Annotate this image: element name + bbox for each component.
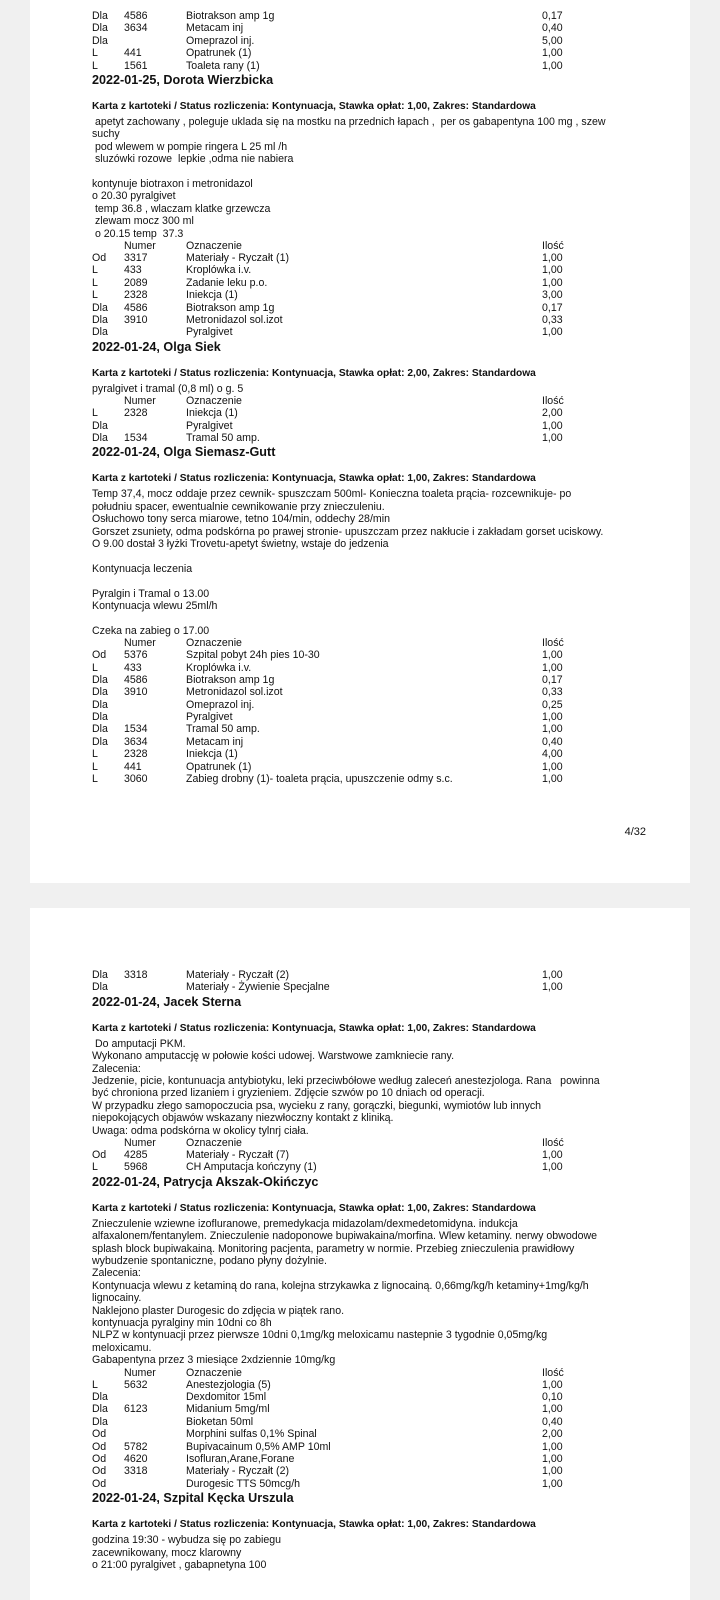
cell-qty: 5,00 <box>542 34 563 47</box>
note-line: O 9.00 dostał 3 łyżki Trovetu-apetyt świetny, wstaje do jedzenia <box>92 537 389 550</box>
column-header-name: Oznaczenie <box>186 637 242 650</box>
table-row <box>92 1391 662 1403</box>
cell-typ: Od <box>92 1465 107 1478</box>
cell-name: Zabieg drobny (1)- toaleta prącia, upuszczenie odmy s.c. <box>186 773 453 786</box>
cell-num: 5376 <box>124 649 148 662</box>
cell-typ: Od <box>92 252 107 264</box>
cell-typ: Dla <box>92 10 108 22</box>
cell-typ: Dla <box>92 301 108 314</box>
note-line: Kontynuacja wlewu 25ml/h <box>92 599 218 612</box>
note-line: być chroniona przed lizaniem i gryzieniem. Zdjęcie szwów po 10 dniach od operacji. <box>92 1087 485 1100</box>
cell-qty: 0,25 <box>542 698 563 711</box>
note-line: suchy <box>92 128 120 141</box>
table-row <box>92 1379 662 1391</box>
cell-name: Tramal 50 amp. <box>186 723 260 736</box>
note-line: o 21:00 pyralgivet , gabapnetyna 100 <box>92 1559 267 1572</box>
cell-name: Metacam inj <box>186 22 244 35</box>
cell-typ: Od <box>92 1149 107 1162</box>
cell-num: 2328 <box>124 289 148 302</box>
cell-typ: Dla <box>92 686 108 699</box>
cell-name: Materiały - Ryczałt (7) <box>186 1149 290 1162</box>
cell-qty: 1,00 <box>542 981 563 994</box>
cell-qty: 1,00 <box>542 1477 563 1490</box>
cell-qty: 1,00 <box>542 1440 563 1453</box>
table-row <box>92 407 662 419</box>
cell-name: Isofluran,Arane,Forane <box>186 1453 295 1466</box>
table-row <box>92 981 662 993</box>
cell-typ: Od <box>92 1453 107 1466</box>
cell-num: 3060 <box>124 773 148 786</box>
cell-name: Iniekcja (1) <box>186 407 238 420</box>
note-line: Znieczulenie wziewne izofluranowe, premedykacja midazolam/dexmedetomidyna. indukcja <box>92 1217 518 1230</box>
cell-typ: Dla <box>92 1391 108 1404</box>
cell-num: 5632 <box>124 1378 148 1391</box>
entry-heading: 2022-01-25, Dorota Wierzbicka <box>92 72 274 87</box>
cell-qty: 1,00 <box>542 1453 563 1466</box>
cell-num: 3318 <box>124 1465 148 1478</box>
cell-qty: 1,00 <box>542 969 563 981</box>
table-row <box>92 10 662 22</box>
cell-num: 3318 <box>124 969 148 981</box>
note-line: Czeka na zabieg o 17.00 <box>92 624 210 637</box>
cell-qty: 0,17 <box>542 301 563 314</box>
cell-qty: 1,00 <box>542 723 563 736</box>
note-line: alfaxalonem/fentanylem. Znieczulenie nadoponowe bupiwakaina/morfina. Wlew ketaminy. nerwy obwodowe <box>92 1230 598 1243</box>
cell-name: Toaleta rany (1) <box>186 59 260 72</box>
cell-num: 3910 <box>124 686 148 699</box>
cell-qty: 1,00 <box>542 711 563 724</box>
cell-num: 6123 <box>124 1403 148 1416</box>
table-row <box>92 314 662 326</box>
cell-qty: 3,00 <box>542 289 563 302</box>
note-line: południu spacer, ewentualnie cewnikowanie przy znieczuleniu. <box>92 500 385 513</box>
cell-typ: L <box>92 1161 98 1174</box>
cell-num: 5968 <box>124 1161 148 1174</box>
cell-num: 1534 <box>124 431 148 444</box>
table-row <box>92 1478 662 1490</box>
cell-qty: 1,00 <box>542 276 563 289</box>
table-row <box>92 674 662 686</box>
table-row <box>92 1465 662 1477</box>
note-line: Temp 37,4, mocz oddaje przez cewnik- spuszczam 500ml- Konieczna toaleta prącia- rozcewnikuje- po <box>92 488 572 501</box>
cell-name: Szpital pobyt 24h pies 10-30 <box>186 649 320 662</box>
cell-num: 433 <box>124 264 142 277</box>
cell-qty: 0,40 <box>542 735 563 748</box>
column-header-num: Numer <box>124 240 156 252</box>
table-row <box>92 723 662 735</box>
cell-typ: Dla <box>92 1403 108 1416</box>
billing-status-line: Karta z kartoteki / Status rozliczenia: Kontynuacja, Stawka opłat: 1,00, Zakres: Standardowa <box>92 100 536 112</box>
cell-typ: Dla <box>92 431 108 444</box>
cell-typ: Dla <box>92 981 108 994</box>
table-row <box>92 289 662 301</box>
cell-num: 2089 <box>124 276 148 289</box>
note-line: Gabapentyna przez 3 miesiące 2xdziennie 10mg/kg <box>92 1354 336 1367</box>
cell-num: 3910 <box>124 313 148 326</box>
column-header-qty: Ilość <box>542 1366 564 1379</box>
note-line: Wykonano amputaccję w połowie kości udowej. Warstwowe zamkniecie rany. <box>92 1050 455 1063</box>
cell-name: Opatrunek (1) <box>186 47 252 60</box>
cell-num: 4586 <box>124 673 148 686</box>
cell-name: Durogesic TTS 50mcg/h <box>186 1477 301 1490</box>
cell-qty: 0,33 <box>542 686 563 699</box>
cell-qty: 1,00 <box>542 773 563 786</box>
note-line: zlewam mocz 300 ml <box>92 215 194 228</box>
billing-status-line: Karta z kartoteki / Status rozliczenia: Kontynuacja, Stawka opłat: 1,00, Zakres: Standardowa <box>92 473 536 485</box>
cell-num: 4586 <box>124 301 148 314</box>
table-row <box>92 1161 662 1173</box>
cell-num: 3317 <box>124 252 148 264</box>
cell-qty: 1,00 <box>542 649 563 662</box>
table-row <box>92 1403 662 1415</box>
cell-typ: Od <box>92 1428 107 1441</box>
table-row <box>92 1441 662 1453</box>
cell-name: Midanium 5mg/ml <box>186 1403 270 1416</box>
cell-qty: 1,00 <box>542 419 563 432</box>
cell-name: Tramal 50 amp. <box>186 431 260 444</box>
cell-typ: L <box>92 47 98 60</box>
cell-num: 441 <box>124 47 142 60</box>
table-row <box>92 649 662 661</box>
cell-typ: Dla <box>92 723 108 736</box>
cell-qty: 1,00 <box>542 661 563 674</box>
note-line: o 20.15 temp 37.3 <box>92 227 184 240</box>
column-header-name: Oznaczenie <box>186 1137 242 1150</box>
note-line: pod wlewem w pompie ringera L 25 ml /h <box>92 140 288 153</box>
cell-name: Opatrunek (1) <box>186 760 252 773</box>
table-row <box>92 662 662 674</box>
note-line: Do amputacji PKM. <box>92 1037 186 1050</box>
cell-typ: L <box>92 748 98 761</box>
table-row <box>92 420 662 432</box>
cell-typ: L <box>92 1378 98 1391</box>
cell-name: Pyralgivet <box>186 419 233 432</box>
cell-qty: 2,00 <box>542 407 563 420</box>
cell-typ: Od <box>92 649 107 662</box>
entry-heading: 2022-01-24, Szpital Kęcka Urszula <box>92 1491 294 1506</box>
cell-num: 4285 <box>124 1149 148 1162</box>
column-header-num: Numer <box>124 1366 156 1379</box>
cell-qty: 1,00 <box>542 1465 563 1478</box>
cell-qty: 1,00 <box>542 1378 563 1391</box>
table-header <box>92 240 662 252</box>
table-row <box>92 761 662 773</box>
cell-name: Materiały - Ryczałt (2) <box>186 969 290 981</box>
note-line: Gorszet zsuniety, odma podskórna po prawej stronie- upuszczam przez nakłucie i zakładam gorset uciskowy. <box>92 525 604 538</box>
note-line <box>92 166 662 178</box>
column-header-qty: Ilość <box>542 1137 564 1150</box>
column-header-name: Oznaczenie <box>186 240 242 252</box>
billing-status-line: Karta z kartoteki / Status rozliczenia: Kontynuacja, Stawka opłat: 1,00, Zakres: Standardowa <box>92 1519 536 1531</box>
cell-qty: 1,00 <box>542 760 563 773</box>
table-header <box>92 1367 662 1379</box>
table-header <box>92 637 662 649</box>
table-row <box>92 302 662 314</box>
table-row <box>92 736 662 748</box>
cell-typ: Od <box>92 1477 107 1490</box>
page-2-content <box>92 969 662 1571</box>
page-1-content <box>92 10 662 785</box>
cell-typ: Od <box>92 1440 107 1453</box>
cell-name: Biotrakson amp 1g <box>186 301 275 314</box>
billing-status-line: Karta z kartoteki / Status rozliczenia: Kontynuacja, Stawka opłat: 2,00, Zakres: Standardowa <box>92 367 536 379</box>
note-line: o 20.30 pyralgivet <box>92 190 176 203</box>
cell-typ: Dla <box>92 313 108 326</box>
table-row <box>92 326 662 338</box>
table-row <box>92 1416 662 1428</box>
note-line: Kontynuacja leczenia <box>92 562 193 575</box>
table-row <box>92 1453 662 1465</box>
table-row <box>92 277 662 289</box>
cell-typ: Dla <box>92 735 108 748</box>
cell-name: Bioketan 50ml <box>186 1415 254 1428</box>
table-row <box>92 1428 662 1440</box>
cell-name: Omeprazol inj. <box>186 698 255 711</box>
column-header-name: Oznaczenie <box>186 1366 242 1379</box>
note-line: Zalecenia: <box>92 1267 141 1280</box>
note-line: apetyt zachowany , poleguje ukladа się na mostku na przednich łapach , per os gabapentyna 100 mg , szew <box>92 115 606 128</box>
table-row <box>92 22 662 34</box>
cell-qty: 4,00 <box>542 748 563 761</box>
note-line: Kontynuacja wlewu z ketaminą do rana, kolejna strzykawka z lignocainą. 0,66mg/kg/h ketaminy+1mg/kg/h <box>92 1279 589 1292</box>
cell-qty: 1,00 <box>542 47 563 60</box>
table-row <box>92 1149 662 1161</box>
cell-typ: L <box>92 59 98 72</box>
cell-typ: L <box>92 661 98 674</box>
cell-name: Iniekcja (1) <box>186 289 238 302</box>
cell-name: Materiały - Żywienie Specjalne <box>186 981 330 994</box>
cell-qty: 1,00 <box>542 431 563 444</box>
cell-name: Pyralgivet <box>186 326 233 339</box>
cell-num: 4620 <box>124 1453 148 1466</box>
note-line: splash block bupiwakainą. Monitoring pacjenta, parametry w normie. Przebieg znieczulenia prawidłowy <box>92 1242 575 1255</box>
page-number: 4/32 <box>624 826 646 838</box>
note-line: Naklejono plaster Durogesic do zdjęcia w piątek rano. <box>92 1304 345 1317</box>
table-row <box>92 264 662 276</box>
table-row <box>92 47 662 59</box>
table-row <box>92 711 662 723</box>
note-line: Pyralgin i Tramal o 13.00 <box>92 587 210 600</box>
table-row <box>92 699 662 711</box>
cell-name: Materiały - Ryczałt (2) <box>186 1465 290 1478</box>
entry-heading: 2022-01-24, Olga Siek <box>92 339 221 354</box>
cell-name: Kroplówka i.v. <box>186 661 252 674</box>
cell-name: Omeprazol inj. <box>186 34 255 47</box>
cell-typ: Dla <box>92 969 108 981</box>
cell-qty: 1,00 <box>542 326 563 339</box>
note-line: kontynuje biotraxon i metronidazol <box>92 177 253 190</box>
entry-heading: 2022-01-24, Olga Siemasz-Gutt <box>92 445 276 460</box>
cell-name: Biotrakson amp 1g <box>186 673 275 686</box>
cell-name: Iniekcja (1) <box>186 748 238 761</box>
cell-name: Pyralgivet <box>186 711 233 724</box>
note-line: zacewnikowany, mocz klarowny <box>92 1546 242 1559</box>
cell-num: 433 <box>124 661 142 674</box>
note-line <box>92 575 662 587</box>
cell-typ: Dla <box>92 673 108 686</box>
cell-name: Dexdomitor 15ml <box>186 1391 267 1404</box>
cell-num: 1561 <box>124 59 148 72</box>
cell-name: Metacam inj <box>186 735 244 748</box>
note-line: Jedzenie, picie, kontunuacja antybiotyku, leki przeciwbółowe według zaleceń anestezjologa. Rana powinna <box>92 1075 600 1087</box>
cell-name: Kroplówka i.v. <box>186 264 252 277</box>
cell-qty: 0,10 <box>542 1391 563 1404</box>
cell-name: Metronidazol sol.izot <box>186 313 283 326</box>
cell-name: Metronidazol sol.izot <box>186 686 283 699</box>
cell-typ: L <box>92 760 98 773</box>
cell-qty: 1,00 <box>542 252 563 264</box>
note-line: Osłuchowo tony serca miarowe, tetno 104/min, oddechy 28/min <box>92 513 390 526</box>
document-page-2 <box>30 908 690 1600</box>
table-row <box>92 748 662 760</box>
column-header-qty: Ilość <box>542 637 564 650</box>
note-line: wybudzenie spontaniczne, podano płyny dożylnie. <box>92 1255 327 1268</box>
table-row <box>92 686 662 698</box>
note-line: sluzówki rozowe lepkie ,odma nie nabiera <box>92 153 294 166</box>
cell-num: 5782 <box>124 1440 148 1453</box>
cell-name: Morphini sulfas 0,1% Spinal <box>186 1428 317 1441</box>
cell-typ: Dla <box>92 34 108 47</box>
cell-typ: L <box>92 289 98 302</box>
cell-typ: Dla <box>92 326 108 339</box>
cell-num: 441 <box>124 760 142 773</box>
billing-status-line: Karta z kartoteki / Status rozliczenia: Kontynuacja, Stawka opłat: 1,00, Zakres: Standardowa <box>92 1202 536 1214</box>
column-header-num: Numer <box>124 395 156 408</box>
entry-heading: 2022-01-24, Patrycja Akszak-Okińczyc <box>92 1174 319 1189</box>
cell-qty: 1,00 <box>542 1161 563 1174</box>
table-row <box>92 773 662 785</box>
cell-qty: 0,40 <box>542 1415 563 1428</box>
cell-typ: Dla <box>92 1415 108 1428</box>
note-line: niepokojących objawów wskazany niezwłoczny kontakt z kliniką. <box>92 1112 394 1125</box>
document-page-1 <box>30 0 690 883</box>
cell-num: 3634 <box>124 735 148 748</box>
table-row <box>92 969 662 981</box>
table-row <box>92 432 662 444</box>
cell-name: Zadanie leku p.o. <box>186 276 268 289</box>
note-line: W przypadku złego samopoczucia psa, wycieku z rany, gorączki, biegunki, wymiotów lub innych <box>92 1099 542 1112</box>
billing-status-line: Karta z kartoteki / Status rozliczenia: Kontynuacja, Stawka opłat: 1,00, Zakres: Standardowa <box>92 1022 536 1034</box>
cell-typ: Dla <box>92 711 108 724</box>
table-row <box>92 252 662 264</box>
cell-name: CH Amputacja kończyny (1) <box>186 1161 317 1174</box>
note-line: kontynuacja pyralginy min 10dni co 8h <box>92 1317 272 1330</box>
cell-name: Bupivacainum 0,5% AMP 10ml <box>186 1440 331 1453</box>
table-header <box>92 1137 662 1149</box>
cell-num: 2328 <box>124 407 148 420</box>
column-header-num: Numer <box>124 637 156 650</box>
cell-qty: 1,00 <box>542 1149 563 1162</box>
cell-typ: Dla <box>92 419 108 432</box>
cell-qty: 0,33 <box>542 313 563 326</box>
note-line: pyralgivet i tramal (0,8 ml) o g. 5 <box>92 382 244 395</box>
cell-num: 1534 <box>124 723 148 736</box>
note-line: Uwaga: odma podskórna w okolicy tylnrj ciała. <box>92 1124 309 1137</box>
column-header-name: Oznaczenie <box>186 395 242 408</box>
cell-qty: 1,00 <box>542 264 563 277</box>
note-line: godzina 19:30 - wybudza się po zabiegu <box>92 1534 282 1547</box>
note-line <box>92 550 662 562</box>
cell-typ: L <box>92 264 98 277</box>
cell-typ: L <box>92 276 98 289</box>
cell-num: 2328 <box>124 748 148 761</box>
cell-name: Anestezjologia (5) <box>186 1378 271 1391</box>
table-header <box>92 395 662 407</box>
cell-typ: L <box>92 773 98 786</box>
cell-num: 3634 <box>124 22 148 35</box>
cell-qty: 1,00 <box>542 59 563 72</box>
cell-typ: L <box>92 407 98 420</box>
cell-qty: 0,17 <box>542 10 563 22</box>
column-header-qty: Ilość <box>542 240 564 252</box>
table-row <box>92 35 662 47</box>
cell-typ: Dla <box>92 22 108 35</box>
cell-num: 4586 <box>124 10 148 22</box>
table-row <box>92 60 662 72</box>
note-line: meloxicamu. <box>92 1341 152 1354</box>
cell-name: Biotrakson amp 1g <box>186 10 275 22</box>
note-line <box>92 612 662 624</box>
cell-typ: Dla <box>92 698 108 711</box>
note-line: NLPZ w kontynuacji przez pierwsze 10dni 0,1mg/kg meloxicamu nastepnie 3 tygodnie 0,05mg/kg <box>92 1329 548 1342</box>
note-line: temp 36.8 , wlaczam klatke grzewcza <box>92 202 271 215</box>
note-line: Zalecenia: <box>92 1062 141 1075</box>
cell-qty: 2,00 <box>542 1428 563 1441</box>
cell-qty: 1,00 <box>542 1403 563 1416</box>
cell-qty: 0,40 <box>542 22 563 35</box>
note-line: lignocainy. <box>92 1292 142 1305</box>
entry-heading: 2022-01-24, Jacek Sterna <box>92 994 242 1009</box>
cell-qty: 0,17 <box>542 673 563 686</box>
cell-name: Materiały - Ryczałt (1) <box>186 252 290 264</box>
column-header-qty: Ilość <box>542 395 564 408</box>
column-header-num: Numer <box>124 1137 156 1150</box>
